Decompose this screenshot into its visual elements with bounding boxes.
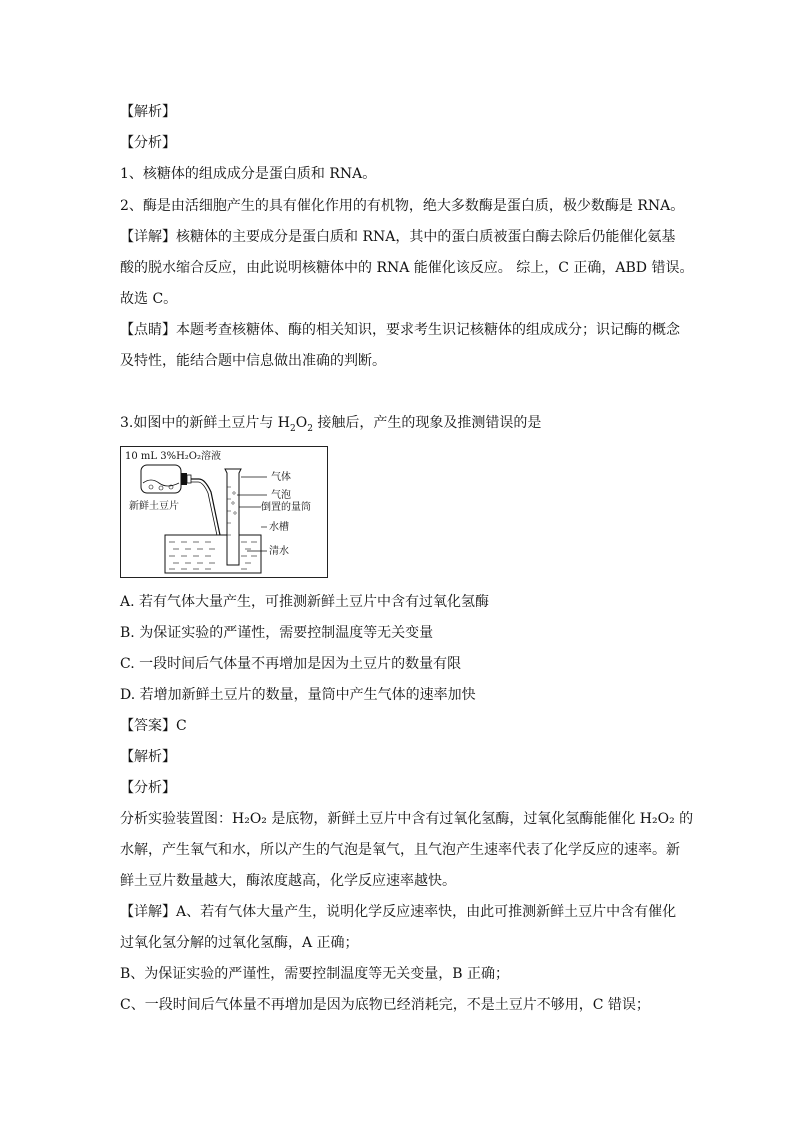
potato-label: 新鲜土豆片 [129, 501, 179, 512]
option-d: D. 若增加新鲜土豆片的数量，量筒中产生气体的速率加快 [120, 687, 476, 703]
bubble-label: 气泡 [271, 490, 291, 501]
question-3-stem: 3.如图中的新鲜土豆片与 $H_2O_2$ 接触后，产生的现象及推测错误的是 [120, 415, 542, 434]
detail2-line-3: B、为保证实验的严谨性，需要控制温度等无关变量，B 正确； [120, 966, 510, 982]
detail-line-1: 【详解】核糖体的主要成分是蛋白质和 RNA，其中的蛋白质被蛋白酶去除后仍能催化氨基 [120, 229, 676, 245]
option-b: B. 为保证实验的严谨性，需要控制温度等无关变量 [120, 625, 434, 641]
solution-label: 10 mL 3%H₂O₂溶液 [125, 451, 222, 462]
detail-line-3: 故选 C。 [120, 291, 178, 307]
option-c: C. 一段时间后气体量不再增加是因为土豆片的数量有限 [120, 656, 462, 672]
analysis-sub-heading: 【分析】 [120, 135, 176, 151]
analysis-line-3: 鲜土豆片数量越大，酶浓度越高，化学反应速率越快。 [120, 873, 456, 889]
water-label: 清水 [269, 546, 289, 557]
analysis-sub-heading-2: 【分析】 [120, 780, 176, 796]
cylinder-label: 倒置的量筒 [261, 502, 311, 513]
analysis-point-2: 2、酶是由活细胞产生的具有催化作用的有机物，绝大多数酶是蛋白质，极少数酶是 RNA。 [120, 198, 685, 214]
analysis-point-1: 1、核糖体的组成成分是蛋白质和 RNA。 [120, 166, 377, 182]
apparatus-diagram [121, 447, 327, 577]
trough-label: 水槽 [269, 522, 289, 533]
comment-line-2: 及特性，能结合题中信息做出准确的判断。 [120, 353, 386, 369]
detail2-line-2: 过氧化氢分解的过氧化氢酶，A 正确； [120, 935, 359, 951]
option-a: A. 若有气体大量产生，可推测新鲜土豆片中含有过氧化氢酶 [120, 594, 490, 610]
answer: 【答案】C [120, 718, 187, 734]
experiment-figure [120, 446, 328, 578]
detail2-line-4: C、一段时间后气体量不再增加是因为底物已经消耗完，不是土豆片不够用，C 错误； [120, 997, 650, 1013]
detail-line-2: 酸的脱水缩合反应，由此说明核糖体中的 RNA 能催化该反应。 综上，C 正确，ABD 错误。 [120, 260, 694, 276]
water-trough [165, 535, 261, 573]
inverted-cylinder [225, 469, 241, 565]
analysis-heading: 【解析】 [120, 104, 176, 120]
analysis-heading-2: 【解析】 [120, 749, 176, 765]
comment-line-1: 【点睛】本题考查核糖体、酶的相关知识，要求考生识记核糖体的组成成分；识记酶的概念 [120, 322, 680, 338]
gas-label: 气体 [271, 472, 291, 483]
stopper-shape [181, 473, 187, 485]
analysis-line-1: 分析实验装置图：H₂O₂ 是底物，新鲜土豆片中含有过氧化氢酶，过氧化氢酶能催化 H₂O₂ 的 [120, 811, 694, 827]
bottle-shape [141, 465, 181, 493]
analysis-line-2: 水解，产生氧气和水，所以产生的气泡是氧气，且气泡产生速率代表了化学反应的速率。新 [120, 842, 680, 858]
detail2-line-1: 【详解】A、若有气体大量产生，说明化学反应速率快，由此可推测新鲜土豆片中含有催化 [120, 904, 677, 920]
